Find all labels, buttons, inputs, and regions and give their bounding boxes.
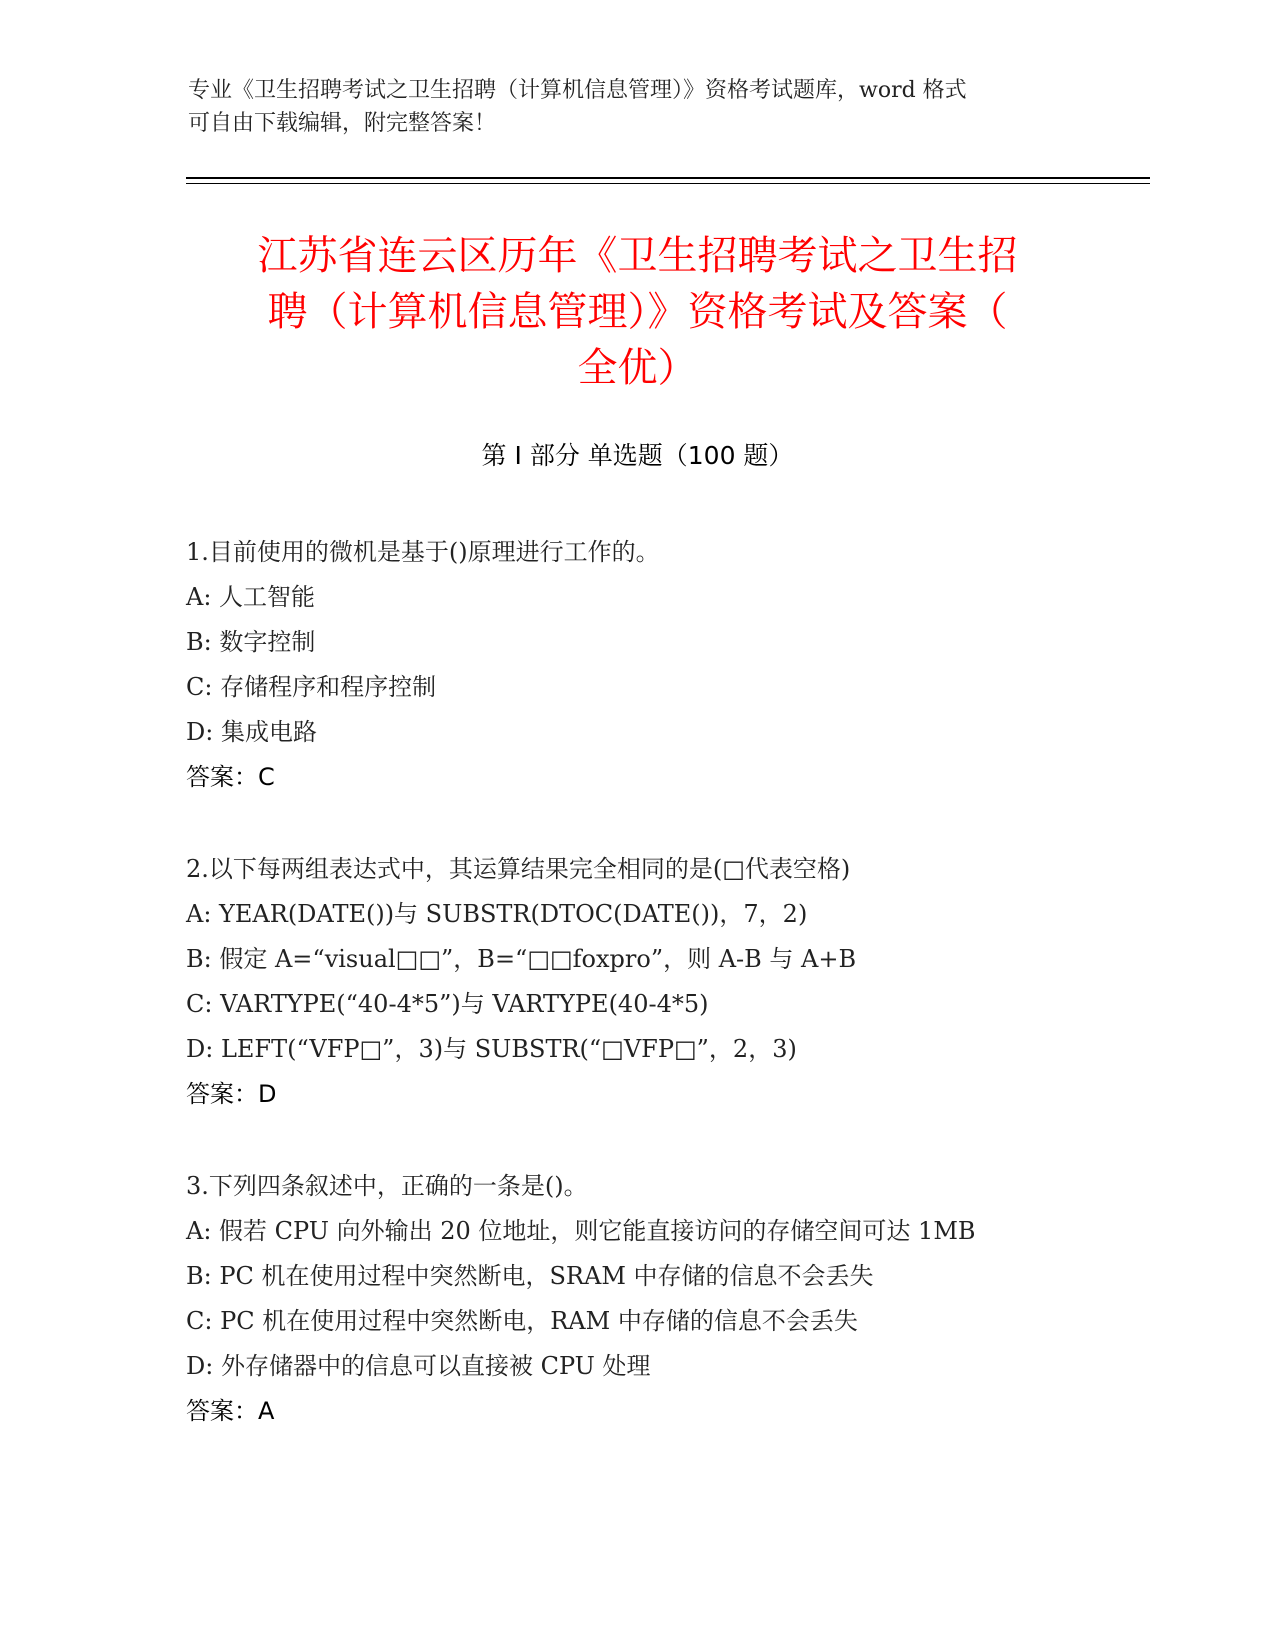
- option-b: B: 假定 A=“visual□□”，B=“□□foxpro”，则 A-B 与 A+B: [186, 945, 857, 973]
- header-note-line: 可自由下载编辑，附完整答案！: [188, 111, 497, 136]
- answer: 答案：A: [186, 1397, 275, 1425]
- option-c: C: 存储程序和程序控制: [186, 673, 437, 701]
- header-note: [188, 74, 1088, 140]
- header-note-line: 专业《卫生招聘考试之卫生招聘（计算机信息管理）》资格考试题库，word 格式: [188, 78, 967, 103]
- header-divider-thick: [186, 177, 1150, 179]
- question-stem: 3.下列四条叙述中，正确的一条是()。: [186, 1172, 588, 1200]
- question-list: [186, 530, 1186, 1481]
- question-stem: 1.目前使用的微机是基于()原理进行工作的。: [186, 538, 660, 566]
- document-title-line: 聘（计算机信息管理）》资格考试及答案（: [267, 289, 1008, 335]
- option-a: A: 人工智能: [186, 583, 316, 611]
- option-a: A: 假若 CPU 向外输出 20 位地址，则它能直接访问的存储空间可达 1MB: [186, 1217, 976, 1245]
- question-2: [186, 847, 1186, 1117]
- document-title-line: 江苏省连云区历年《卫生招聘考试之卫生招: [257, 233, 1018, 279]
- header-divider-thin: [186, 183, 1150, 184]
- section-title: 第 I 部分 单选题（100 题）: [481, 441, 794, 470]
- option-c: C: PC 机在使用过程中突然断电，RAM 中存储的信息不会丢失: [186, 1307, 858, 1335]
- question-1: [186, 530, 1186, 800]
- answer: 答案：C: [186, 763, 275, 791]
- option-b: B: 数字控制: [186, 628, 316, 656]
- document-title: [190, 228, 1085, 396]
- question-stem: 2.以下每两组表达式中，其运算结果完全相同的是(□代表空格): [186, 855, 851, 883]
- option-a: A: YEAR(DATE())与 SUBSTR(DTOC(DATE())，7，2): [186, 900, 808, 928]
- option-c: C: VARTYPE(“40-4*5”)与 VARTYPE(40-4*5): [186, 990, 709, 1018]
- question-3: [186, 1164, 1186, 1434]
- option-b: B: PC 机在使用过程中突然断电，SRAM 中存储的信息不会丢失: [186, 1262, 874, 1290]
- option-d: D: 外存储器中的信息可以直接被 CPU 处理: [186, 1352, 651, 1380]
- option-d: D: 集成电路: [186, 718, 317, 746]
- answer: 答案：D: [186, 1080, 277, 1108]
- option-d: D: LEFT(“VFP□”，3)与 SUBSTR(“□VFP□”，2，3): [186, 1035, 797, 1063]
- document-title-line: 全优）: [577, 345, 698, 391]
